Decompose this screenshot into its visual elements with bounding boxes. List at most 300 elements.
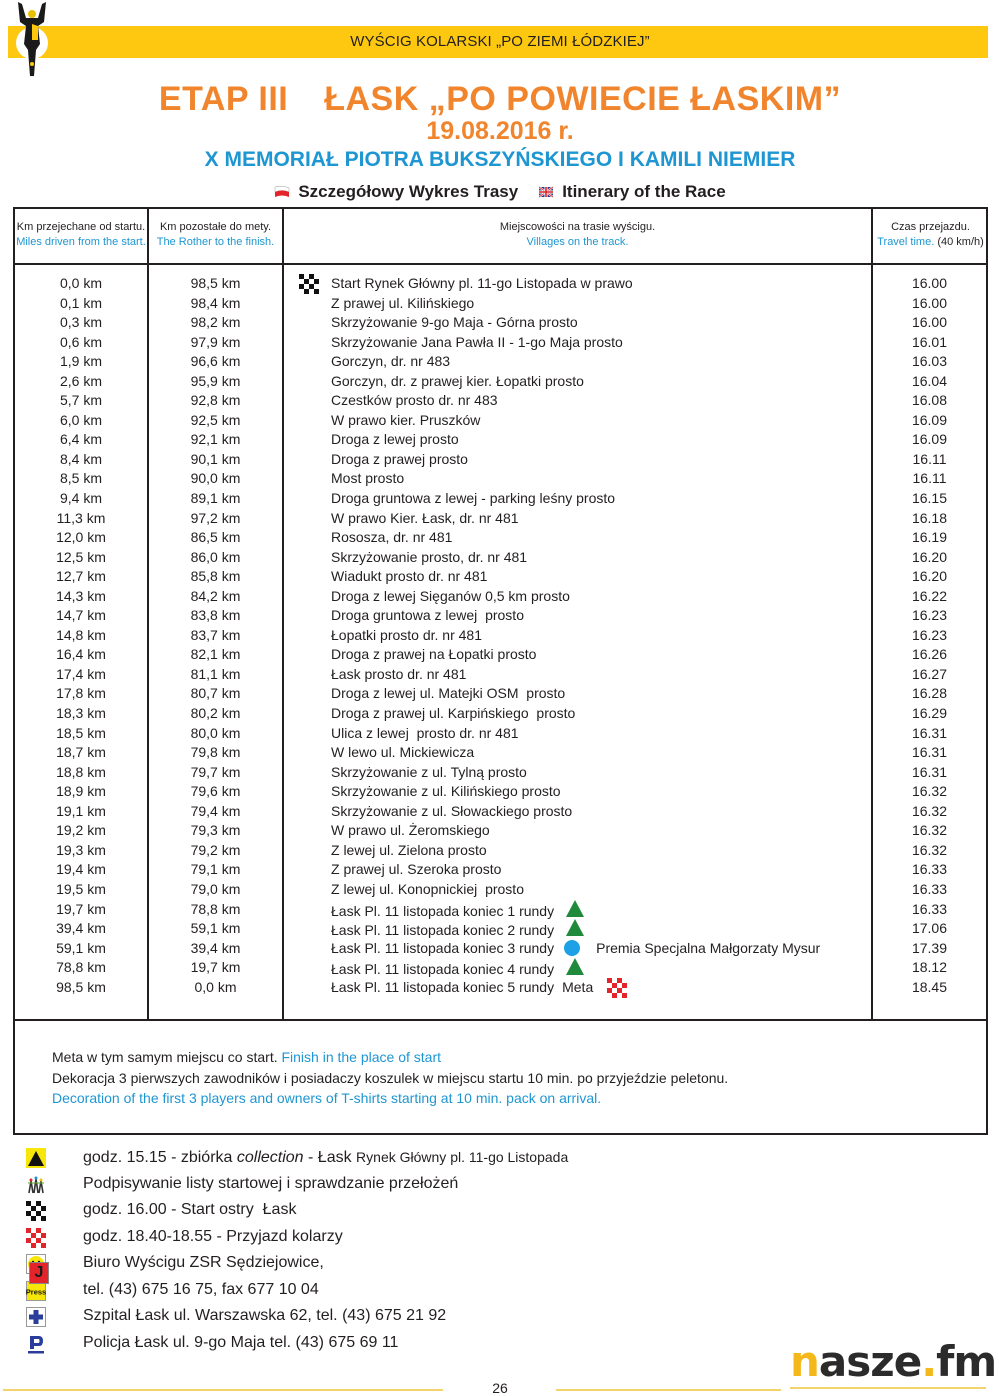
km-remaining: 83,7 km: [190, 626, 241, 643]
place-description: [331, 294, 891, 314]
travel-time: 16.29: [911, 705, 948, 722]
note-finish-en: Finish in the place of start: [281, 1049, 442, 1065]
table-row: [15, 939, 986, 959]
km-driven: 19,4 km: [56, 861, 106, 878]
table-row: [15, 684, 986, 704]
column-header-villages: [284, 220, 871, 250]
km-remaining: 79,0 km: [190, 880, 241, 897]
place-text: Skrzyżowanie z ul. Kilińskiego prosto: [331, 783, 561, 800]
legend-item-police: [26, 1330, 646, 1357]
place-description: [331, 567, 891, 587]
km-remaining: 79,7 km: [190, 763, 241, 780]
travel-time: 16.22: [911, 587, 948, 604]
travel-time: 16.08: [911, 392, 948, 409]
column-header-en: Miles driven from the start.: [16, 236, 146, 248]
note-decoration-en: Decoration of the first 3 players and owners of T-shirts starting at 10 min. pack on arrival.: [52, 1090, 602, 1106]
km-driven: 19,1 km: [56, 802, 106, 819]
place-description: [331, 430, 891, 450]
km-remaining: 79,4 km: [190, 802, 241, 819]
red-checkered-flag-icon: [607, 978, 627, 998]
travel-time: 16.32: [911, 822, 948, 839]
km-remaining: 85,8 km: [190, 568, 241, 585]
table-row: [15, 821, 986, 841]
table-row: [15, 704, 986, 724]
column-header-pl: Km przejechane od startu.: [16, 221, 146, 233]
table-row: [15, 782, 986, 802]
place-text: W lewo ul. Mickiewicza: [331, 744, 475, 761]
place-text: Droga gruntowa z lewej prosto: [331, 607, 524, 624]
table-row: [15, 469, 986, 489]
footer-line: [556, 1389, 781, 1391]
place-description: [331, 509, 891, 529]
legend-item-press: [26, 1277, 646, 1304]
special-prize-label: Premia Specjalna Małgorzaty Mysur: [596, 939, 821, 956]
place-text: Łask Pl. 11 listopada koniec 2 rundy: [331, 922, 555, 939]
legend-text: Podpisywanie listy startowej i sprawdzanie przełożeń: [83, 1174, 459, 1192]
place-text: W prawo Kier. Łask, dr. nr 481: [331, 509, 519, 526]
green-triangle-icon: [566, 958, 584, 975]
km-remaining: 89,1 km: [190, 490, 241, 507]
km-driven: 8,5 km: [59, 470, 102, 487]
riders-signing-icon: [26, 1175, 46, 1195]
km-remaining: 39,4 km: [190, 939, 241, 956]
legend-text-small: Rynek Główny pl. 11-go Listopada: [356, 1149, 569, 1165]
column-header-en: Villages on the track.: [526, 236, 629, 248]
legend-item-arrival: [26, 1224, 646, 1251]
travel-time: 17.39: [911, 939, 948, 956]
table-row: [15, 841, 986, 861]
travel-time: 16.20: [911, 548, 948, 565]
km-driven: 19,5 km: [56, 880, 106, 897]
km-remaining: 79,1 km: [190, 861, 241, 878]
travel-time: 16.31: [911, 744, 948, 761]
column-header-suffix: (40 km/h): [934, 236, 984, 248]
place-description: [331, 450, 891, 470]
table-row: [15, 274, 986, 294]
km-remaining: 95,9 km: [190, 372, 241, 389]
polish-flag-icon: [274, 186, 290, 198]
jury-badge-icon: J: [29, 1262, 49, 1284]
checkered-flag-icon: [299, 274, 319, 294]
table-row: [15, 763, 986, 783]
place-description: [331, 880, 891, 900]
table-row: [15, 450, 986, 470]
km-driven: 78,8 km: [56, 959, 106, 976]
table-row: [15, 391, 986, 411]
place-text: Z prawej ul. Kilińskiego: [331, 294, 475, 311]
legend-text-italic: collection: [236, 1149, 304, 1166]
logo-n: n: [790, 1337, 819, 1386]
place-description: [331, 939, 891, 959]
note-finish-pl: Meta w tym samym miejscu co start.: [52, 1049, 278, 1065]
subtitle-en: Itinerary of the Race: [562, 182, 726, 201]
km-remaining: 79,3 km: [190, 822, 241, 839]
place-text: Z prawej ul. Szeroka prosto: [331, 861, 502, 878]
column-header-pl: Czas przejazdu.: [891, 221, 970, 233]
place-text: Łopatki prosto dr. nr 481: [331, 626, 482, 643]
km-driven: 9,4 km: [59, 490, 102, 507]
table-row: [15, 489, 986, 509]
km-driven: 12,0 km: [56, 529, 106, 546]
column-header-km-driven: [15, 220, 147, 250]
header-divider: [13, 263, 988, 265]
travel-time: 16.33: [911, 900, 948, 917]
column-header-travel-time: [873, 220, 988, 250]
km-driven: 5,7 km: [59, 392, 102, 409]
km-driven: 0,1 km: [59, 294, 102, 311]
table-row: [15, 665, 986, 685]
column-header-en: Travel time.: [877, 236, 935, 248]
place-text: Droga z lewej ul. Matejki OSM prosto: [331, 685, 566, 702]
km-remaining: 86,5 km: [190, 529, 241, 546]
travel-time: 16.18: [911, 509, 948, 526]
travel-time: 16.27: [911, 665, 948, 682]
km-remaining: 98,4 km: [190, 294, 241, 311]
travel-time: 16.23: [911, 607, 948, 624]
place-description: [331, 841, 891, 861]
place-description: [331, 411, 891, 431]
stage-title: [0, 80, 1000, 119]
km-driven: 18,3 km: [56, 705, 106, 722]
travel-time: 16.04: [911, 372, 948, 389]
km-remaining: 80,0 km: [190, 724, 241, 741]
km-driven: 59,1 km: [56, 939, 106, 956]
km-remaining: 90,1 km: [190, 450, 241, 467]
place-text: Łask Pl. 11 listopada koniec 1 rundy: [331, 902, 555, 919]
km-remaining: 92,8 km: [190, 392, 241, 409]
km-driven: 14,3 km: [56, 587, 106, 604]
table-row: [15, 724, 986, 744]
legend-text-part: - Łask: [303, 1149, 357, 1166]
travel-time: 16.00: [911, 314, 948, 331]
place-text: Skrzyżowanie prosto, dr. nr 481: [331, 548, 528, 565]
place-text: Wiadukt prosto dr. nr 481: [331, 568, 488, 585]
place-description: [331, 274, 891, 294]
km-driven: 12,5 km: [56, 548, 106, 565]
place-description: [331, 743, 891, 763]
km-driven: 18,7 km: [56, 744, 106, 761]
legend-text: tel. (43) 675 16 75, fax 677 10 04: [83, 1280, 319, 1298]
place-text: Skrzyżowanie Jana Pawła II - 1-go Maja prosto: [331, 333, 623, 350]
stage-date: 19.08.2016 r.: [426, 117, 574, 145]
legend-text: Policja Łask ul. 9-go Maja tel. (43) 675 69 11: [83, 1333, 399, 1351]
travel-time: 16.03: [911, 353, 948, 370]
km-remaining: 83,8 km: [190, 607, 241, 624]
police-p-icon: [26, 1334, 46, 1354]
km-driven: 18,9 km: [56, 783, 106, 800]
table-row: [15, 860, 986, 880]
km-driven: 19,2 km: [56, 822, 106, 839]
legend-item-signing: [26, 1171, 646, 1198]
place-description: [331, 372, 891, 392]
km-driven: 6,4 km: [59, 431, 102, 448]
place-text: Gorczyn, dr. nr 483: [331, 353, 451, 370]
legend-text: [83, 1144, 568, 1172]
place-description: [331, 313, 891, 333]
place-description: [331, 958, 891, 980]
notes-divider: [13, 1019, 988, 1021]
page-number: 26: [492, 1380, 508, 1396]
subtitle-pl: Szczegółowy Wykres Trasy: [298, 182, 519, 201]
place-description: [331, 587, 891, 607]
travel-time: 16.32: [911, 841, 948, 858]
place-description: [331, 606, 891, 626]
stage-name: ŁASK „PO POWIECIE ŁASKIM”: [324, 80, 842, 118]
place-text: Droga gruntowa z lewej - parking leśny prosto: [331, 490, 616, 507]
legend: [26, 1144, 646, 1356]
km-driven: 2,6 km: [59, 372, 102, 389]
place-text: Droga z lewej Sięganów 0,5 km prosto: [331, 587, 570, 604]
place-text: Z lewej ul. Konopnickiej prosto: [331, 880, 524, 897]
table-row: [15, 606, 986, 626]
km-remaining: 90,0 km: [190, 470, 241, 487]
assembly-triangle-icon: [26, 1148, 46, 1168]
travel-time: 16.01: [911, 333, 948, 350]
table-row: [15, 880, 986, 900]
stage-label: ETAP III: [158, 80, 289, 118]
km-driven: 12,7 km: [56, 568, 106, 585]
place-text: Droga z prawej ul. Karpińskiego prosto: [331, 705, 576, 722]
table-row: [15, 548, 986, 568]
km-driven: 19,3 km: [56, 841, 106, 858]
km-remaining: 97,9 km: [190, 333, 241, 350]
logo-underline: [790, 1387, 986, 1389]
km-remaining: 84,2 km: [190, 587, 241, 604]
green-triangle-icon: [566, 900, 584, 917]
table-row: [15, 528, 986, 548]
place-text: Łask Pl. 11 listopada koniec 5 rundy: [331, 978, 555, 995]
place-description: [331, 333, 891, 353]
km-remaining: 97,2 km: [190, 509, 241, 526]
place-description: [331, 391, 891, 411]
travel-time: 16.23: [911, 626, 948, 643]
place-description: [331, 763, 891, 783]
km-driven: 19,7 km: [56, 900, 106, 917]
legend-item-assembly: [26, 1144, 646, 1171]
travel-time: 16.32: [911, 783, 948, 800]
table-row: [15, 509, 986, 529]
legend-item-office: [26, 1250, 646, 1277]
km-remaining: 86,0 km: [190, 548, 241, 565]
place-description: [331, 704, 891, 724]
km-driven: 39,4 km: [56, 920, 106, 937]
table-row: [15, 372, 986, 392]
km-remaining: 0,0 km: [194, 978, 237, 995]
logo-tld: fm: [936, 1337, 997, 1386]
travel-time: 18.12: [911, 959, 948, 976]
travel-time: 17.06: [911, 920, 948, 937]
place-text: Łask prosto dr. nr 481: [331, 665, 467, 682]
travel-time: 16.15: [911, 490, 948, 507]
checkered-flag-icon: [26, 1201, 46, 1221]
green-triangle-icon: [566, 919, 584, 936]
table-row: [15, 958, 986, 978]
column-header-en: The Rother to the finish.: [156, 236, 275, 248]
place-description: [331, 626, 891, 646]
logo-dot: .: [921, 1337, 937, 1386]
place-description: [331, 802, 891, 822]
red-checkered-flag-icon: [26, 1228, 46, 1248]
place-description: [331, 782, 891, 802]
table-row: [15, 333, 986, 353]
km-driven: 17,4 km: [56, 665, 106, 682]
memorial-title: X MEMORIAŁ PIOTRA BUKSZYŃSKIEGO I KAMILI NIEMIER: [204, 148, 796, 171]
table-row: [15, 313, 986, 333]
km-remaining: 59,1 km: [190, 920, 241, 937]
km-driven: 0,6 km: [59, 333, 102, 350]
legend-text: Szpital Łask ul. Warszawska 62, tel. (43) 675 21 92: [83, 1307, 447, 1324]
km-remaining: 79,6 km: [190, 783, 241, 800]
place-text: Droga z lewej prosto: [331, 431, 459, 448]
km-remaining: 92,1 km: [190, 431, 241, 448]
travel-time: 16.33: [911, 861, 948, 878]
km-remaining: 81,1 km: [190, 665, 241, 682]
travel-time: 16.11: [912, 470, 947, 487]
km-remaining: 79,8 km: [190, 744, 241, 761]
travel-time: 16.26: [911, 646, 948, 663]
uk-flag-icon: [538, 186, 554, 198]
km-driven: 0,3 km: [59, 314, 102, 331]
hospital-cross-icon: [26, 1307, 46, 1327]
legend-text: godz. 16.00 - Start ostry Łask: [83, 1201, 297, 1218]
travel-time: 16.11: [912, 450, 947, 467]
place-description: [331, 900, 891, 922]
table-row: [15, 900, 986, 920]
table-row: [15, 645, 986, 665]
place-description: [331, 978, 891, 998]
km-remaining: 19,7 km: [190, 959, 241, 976]
race-title: WYŚCIG KOLARSKI „PO ZIEMI ŁÓDZKIEJ”: [350, 33, 650, 50]
place-description: [331, 645, 891, 665]
legend-text: Biuro Wyścigu ZSR Sędziejowice,: [83, 1254, 324, 1271]
travel-time: 16.31: [911, 763, 948, 780]
column-header-km-remaining: [149, 220, 282, 250]
travel-time: 16.00: [911, 275, 948, 291]
place-description: [331, 860, 891, 880]
itinerary-rows: [15, 274, 986, 997]
table-row: [15, 743, 986, 763]
place-description: [331, 352, 891, 372]
place-text: Łask Pl. 11 listopada koniec 4 rundy: [331, 961, 555, 978]
place-description: [331, 684, 891, 704]
place-text: Ulica z lewej prosto dr. nr 481: [331, 724, 519, 741]
km-driven: 18,8 km: [56, 763, 106, 780]
travel-time: 18.45: [911, 978, 948, 995]
place-description: [331, 665, 891, 685]
km-remaining: 82,1 km: [190, 646, 241, 663]
km-driven: 6,0 km: [59, 411, 102, 428]
blue-circle-icon: [564, 940, 580, 956]
table-row: [15, 978, 986, 998]
place-text: Skrzyżowanie 9-go Maja - Górna prosto: [331, 314, 578, 331]
place-text: Skrzyżowanie z ul. Słowackiego prosto: [331, 802, 573, 819]
km-driven: 1,9 km: [59, 353, 102, 370]
km-remaining: 92,5 km: [190, 411, 241, 428]
place-text: Gorczyn, dr. z prawej kier. Łopatki prosto: [331, 372, 584, 389]
table-row: [15, 294, 986, 314]
legend-item-start: [26, 1197, 646, 1224]
km-driven: 11,3 km: [56, 509, 106, 526]
itinerary-subtitle: [0, 182, 1000, 202]
notes-section: [52, 1047, 728, 1109]
travel-time: 16.31: [911, 724, 948, 741]
place-text: Łask Pl. 11 listopada koniec 3 rundy: [331, 939, 555, 956]
place-text: Skrzyżowanie z ul. Tylną prosto: [331, 763, 527, 780]
place-text: Droga z prawej prosto: [331, 450, 468, 467]
place-description: [331, 469, 891, 489]
km-remaining: 80,2 km: [190, 705, 241, 722]
place-text: Rososza, dr. nr 481: [331, 529, 453, 546]
km-remaining: 96,6 km: [190, 353, 241, 370]
km-driven: 18,5 km: [56, 724, 106, 741]
place-description: [331, 821, 891, 841]
table-row: [15, 352, 986, 372]
km-driven: 98,5 km: [56, 978, 106, 995]
finish-label: Meta: [562, 978, 594, 995]
travel-time: 16.28: [911, 685, 948, 702]
km-remaining: 80,7 km: [190, 685, 241, 702]
km-remaining: 79,2 km: [190, 841, 241, 858]
km-driven: 17,8 km: [56, 685, 106, 702]
km-driven: 14,7 km: [56, 607, 106, 624]
place-description: [331, 548, 891, 568]
place-text: Most prosto: [331, 470, 405, 487]
km-driven: 8,4 km: [59, 450, 102, 467]
place-text: Czestków prosto dr. nr 483: [331, 392, 498, 409]
table-row: [15, 802, 986, 822]
logo-text: asze: [818, 1337, 922, 1386]
travel-time: 16.32: [911, 802, 948, 819]
svg-text:Press: Press: [26, 1287, 46, 1296]
travel-time: 16.09: [911, 411, 948, 428]
place-text: Droga z prawej na Łopatki prosto: [331, 646, 537, 663]
km-remaining: 98,2 km: [190, 314, 241, 331]
column-header-pl: Miejscowości na trasie wyścigu.: [499, 221, 656, 233]
km-driven: 0,0 km: [59, 275, 102, 291]
place-description: [331, 724, 891, 744]
km-remaining: 78,8 km: [190, 900, 241, 917]
km-driven: 16,4 km: [56, 646, 106, 663]
table-row: [15, 626, 986, 646]
place-description: [331, 919, 891, 941]
travel-time: 16.09: [911, 431, 948, 448]
table-row: [15, 919, 986, 939]
footer-line: [3, 1389, 443, 1391]
legend-item-hospital: [26, 1303, 646, 1330]
travel-time: 16.20: [911, 568, 948, 585]
nasze-fm-logo: [790, 1337, 997, 1386]
place-description: [331, 489, 891, 509]
travel-time: 16.33: [911, 880, 948, 897]
place-text: Start Rynek Główny pl. 11-go Listopada w prawo: [331, 275, 633, 291]
note-decoration-pl: Dekoracja 3 pierwszych zawodników i posiadaczy koszulek w miejscu startu 10 min. po przyjeździe peletonu.: [52, 1069, 729, 1086]
travel-time: 16.19: [911, 529, 948, 546]
km-remaining: 98,5 km: [190, 275, 241, 291]
legend-text: godz. 18.40-18.55 - Przyjazd kolarzy: [83, 1227, 343, 1245]
column-header-pl: Km pozostałe do mety.: [159, 221, 272, 233]
table-row: [15, 430, 986, 450]
table-row: [15, 411, 986, 431]
legend-text-part: godz. 15.15 - zbiórka: [83, 1149, 237, 1166]
travel-time: 16.00: [911, 294, 948, 311]
km-driven: 14,8 km: [56, 626, 106, 643]
place-text: W prawo ul. Żeromskiego: [331, 822, 490, 839]
place-description: [331, 528, 891, 548]
place-text: W prawo kier. Pruszków: [331, 411, 481, 428]
table-row: [15, 587, 986, 607]
table-row: [15, 567, 986, 587]
place-text: Z lewej ul. Zielona prosto: [331, 841, 487, 858]
